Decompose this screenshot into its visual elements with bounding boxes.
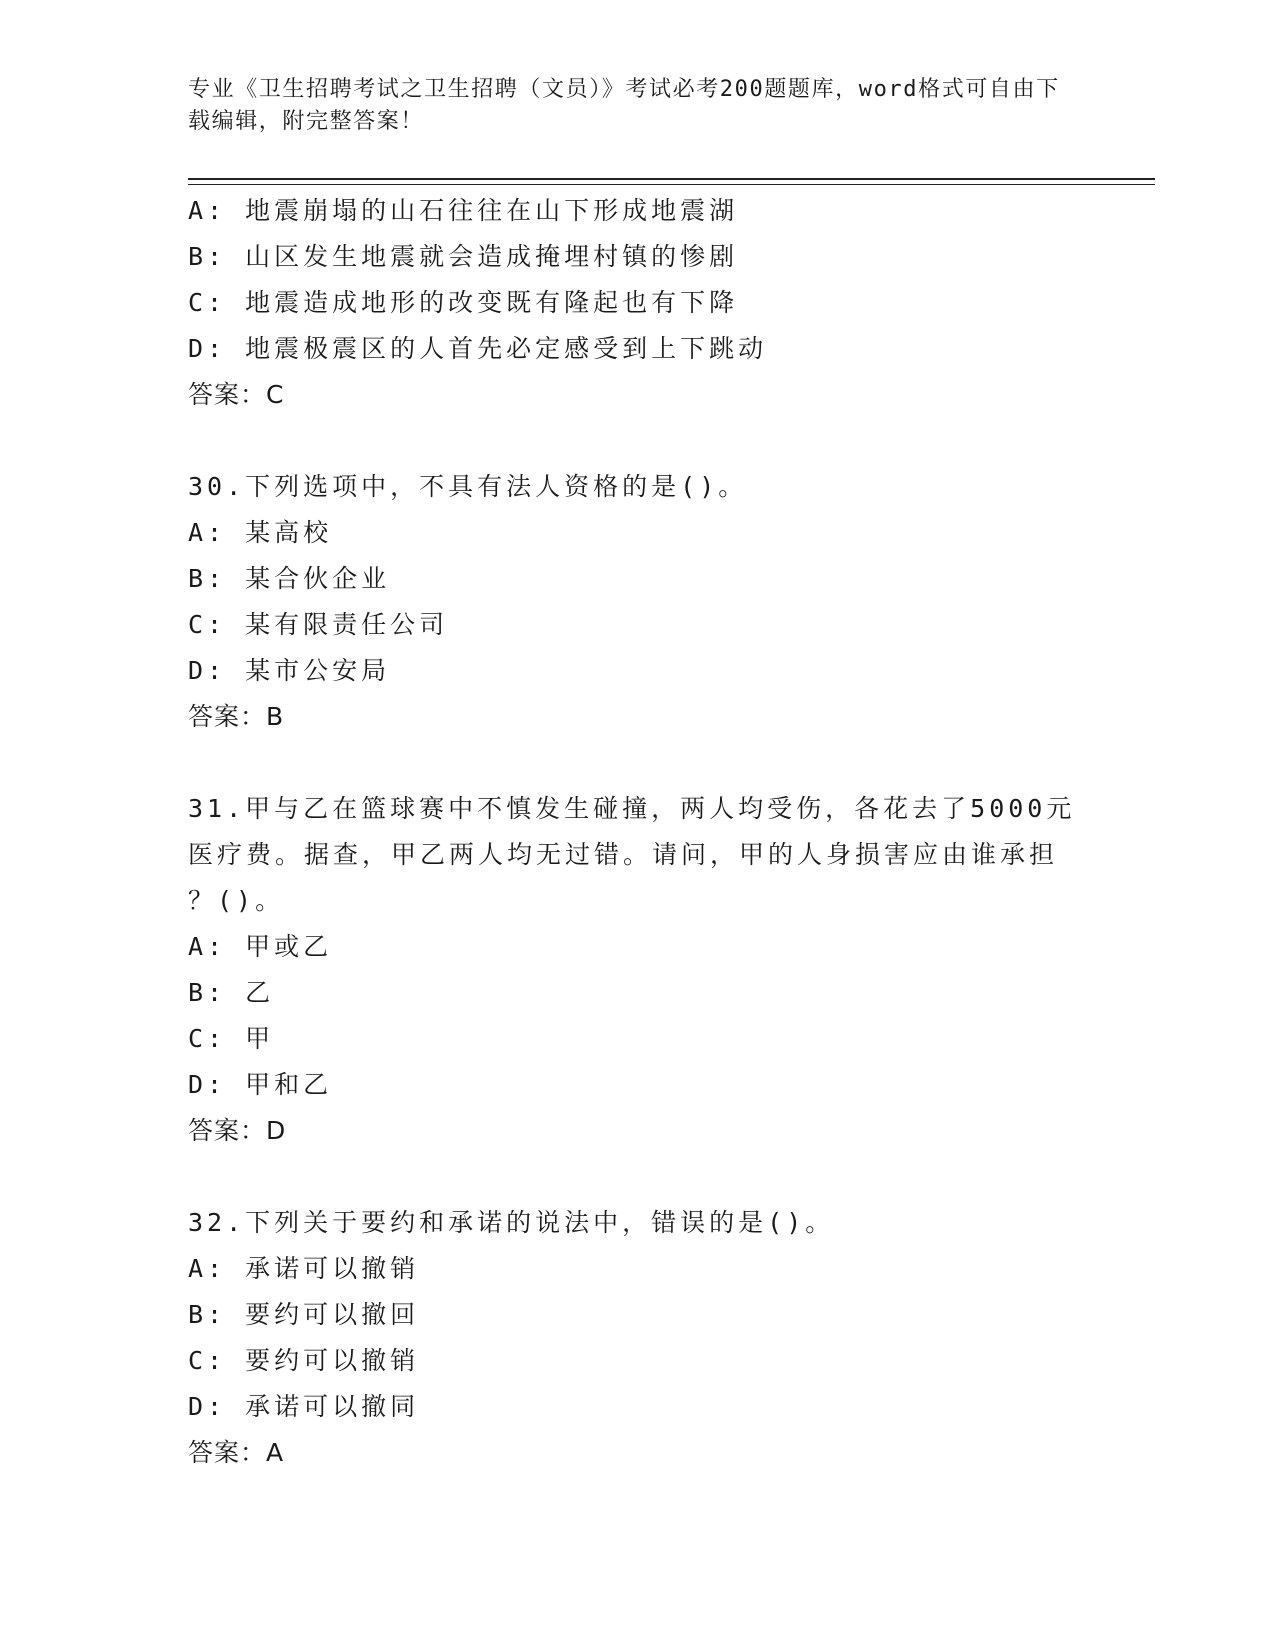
option-b: B: 山区发生地震就会造成掩埋村镇的惨剧 xyxy=(188,242,739,271)
option-c: C: 甲 xyxy=(188,1024,275,1053)
document-header: 专业《卫生招聘考试之卫生招聘（文员）》考试必考200题题库，word格式可自由下载编辑，附完整答案！ xyxy=(188,77,1060,134)
question-stem-line: ？()。 xyxy=(188,886,285,915)
spacer xyxy=(188,418,1088,464)
option-d: D: 甲和乙 xyxy=(188,1070,333,1099)
header-divider-thick xyxy=(188,178,1155,180)
option-b: B: 要约可以撤回 xyxy=(188,1300,420,1329)
option-c: C: 要约可以撤销 xyxy=(188,1346,420,1375)
question-stem: 30.下列选项中，不具有法人资格的是()。 xyxy=(188,472,748,501)
answer: 答案：B xyxy=(188,702,285,731)
option-a: A: 地震崩塌的山石往往在山下形成地震湖 xyxy=(188,196,739,225)
spacer xyxy=(188,1154,1088,1200)
question-stem: 32.下列关于要约和承诺的说法中，错误的是()。 xyxy=(188,1208,835,1237)
option-d: D: 地震极震区的人首先必定感受到上下跳动 xyxy=(188,334,768,363)
option-d: D: 某市公安局 xyxy=(188,656,391,685)
question-31 xyxy=(188,786,1088,1154)
question-stem-line: 医疗费。据查，甲乙两人均无过错。请问，甲的人身损害应由谁承担 xyxy=(188,840,1059,869)
question-32 xyxy=(188,1200,1088,1476)
answer: 答案：D xyxy=(188,1116,287,1145)
spacer xyxy=(188,740,1088,786)
option-c: C: 地震造成地形的改变既有隆起也有下降 xyxy=(188,288,739,317)
question-29 xyxy=(188,188,1088,418)
question-stem-line: 31.甲与乙在篮球赛中不慎发生碰撞，两人均受伤，各花去了5000元 xyxy=(188,794,1076,823)
question-list xyxy=(188,188,1088,1476)
option-c: C: 某有限责任公司 xyxy=(188,610,449,639)
answer: 答案：A xyxy=(188,1438,285,1467)
option-a: A: 甲或乙 xyxy=(188,932,333,961)
answer: 答案：C xyxy=(188,380,285,409)
question-30 xyxy=(188,464,1088,740)
option-d: D: 承诺可以撤同 xyxy=(188,1392,420,1421)
option-a: A: 承诺可以撤销 xyxy=(188,1254,420,1283)
option-a: A: 某高校 xyxy=(188,518,333,547)
header-divider-thin xyxy=(188,184,1155,185)
option-b: B: 某合伙企业 xyxy=(188,564,391,593)
option-b: B: 乙 xyxy=(188,978,275,1007)
